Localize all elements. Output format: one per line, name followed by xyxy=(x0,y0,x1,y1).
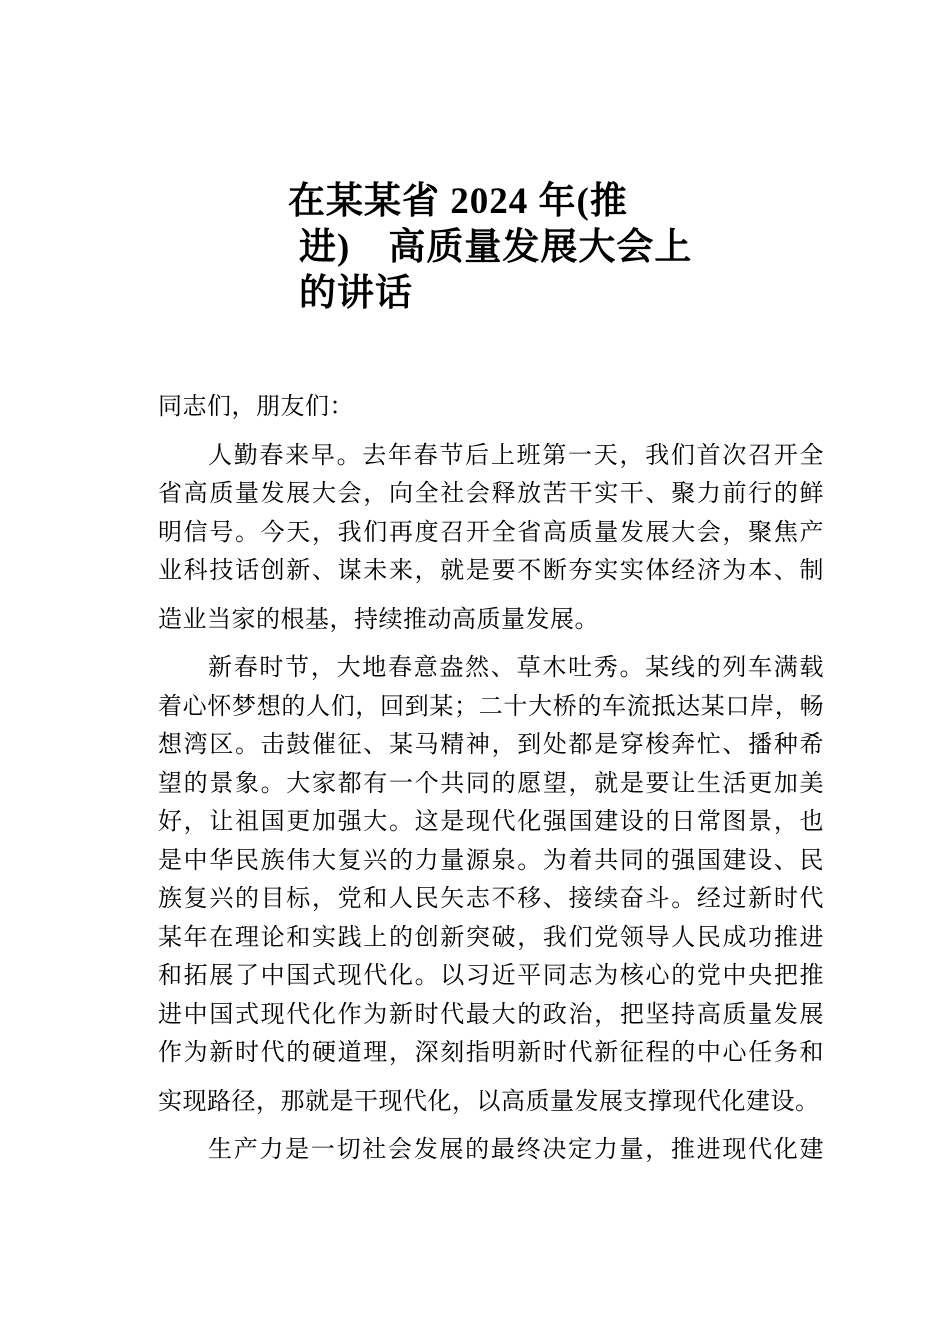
paragraph xyxy=(158,437,824,640)
text-line: 人勤春来早。去年春节后上班第一天，我们首次召开全 xyxy=(208,442,824,469)
title-line: 在某某省 2024 年(推 xyxy=(288,181,628,222)
text-line: 和拓展了中国式现代化。以习近平同志为核心的党中央把推 xyxy=(158,963,824,989)
text-line: 造业当家的根基，持续推动高质量发展。 xyxy=(158,606,599,633)
text-line: 望的景象。大家都有一个共同的愿望，就是要让生活更加美 xyxy=(158,770,824,797)
text-line: 进中国式现代化作为新时代最大的政治，把坚持高质量发展 xyxy=(158,1001,824,1028)
text-line: 作为新时代的硬道理，深刻指明新时代新征程的中心任务和 xyxy=(158,1040,824,1066)
text-line: 新春时节，大地春意盎然、草木吐秀。某线的列车满载 xyxy=(208,655,824,681)
text-line: 族复兴的目标，党和人民矢志不移、接续奋斗。经过新时代 xyxy=(158,886,824,912)
text-line: 着心怀梦想的人们，回到某；二十大桥的车流抵达某口岸，畅 xyxy=(158,693,824,720)
text-line: 生产力是一切社会发展的最终决定力量，推进现代化建 xyxy=(208,1137,824,1163)
text-line: 某年在理论和实践上的创新突破，我们党领导人民成功推进 xyxy=(158,924,824,951)
text-line: 是中华民族伟大复兴的力量源泉。为着共同的强国建设、民 xyxy=(158,847,824,874)
document-title xyxy=(0,179,950,317)
title-line: 进) 高质量发展大会上 xyxy=(299,227,693,268)
text-line: 明信号。今天，我们再度召开全省高质量发展大会，聚焦产 xyxy=(158,519,824,546)
text-line: 省高质量发展大会，向全社会释放苦干实干、聚力前行的鲜 xyxy=(158,481,824,507)
title-line: 的讲话 xyxy=(299,273,413,314)
text-line: 实现路径，那就是干现代化，以高质量发展支撑现代化建设。 xyxy=(158,1088,820,1115)
document-body xyxy=(158,388,824,1170)
text-line: 好，让祖国更加强大。这是现代化强国建设的日常图景，也 xyxy=(158,809,824,835)
paragraph xyxy=(158,1131,824,1170)
text-line: 想湾区。击鼓催征、某马精神，到处都是穿梭奔忙、播种希 xyxy=(158,732,824,758)
text-line: 同志们，朋友们： xyxy=(158,394,354,420)
paragraph xyxy=(158,649,824,1121)
text-line: 业科技话创新、谋未来，就是要不断夯实实体经济为本、制 xyxy=(158,558,824,584)
paragraph xyxy=(158,388,824,427)
